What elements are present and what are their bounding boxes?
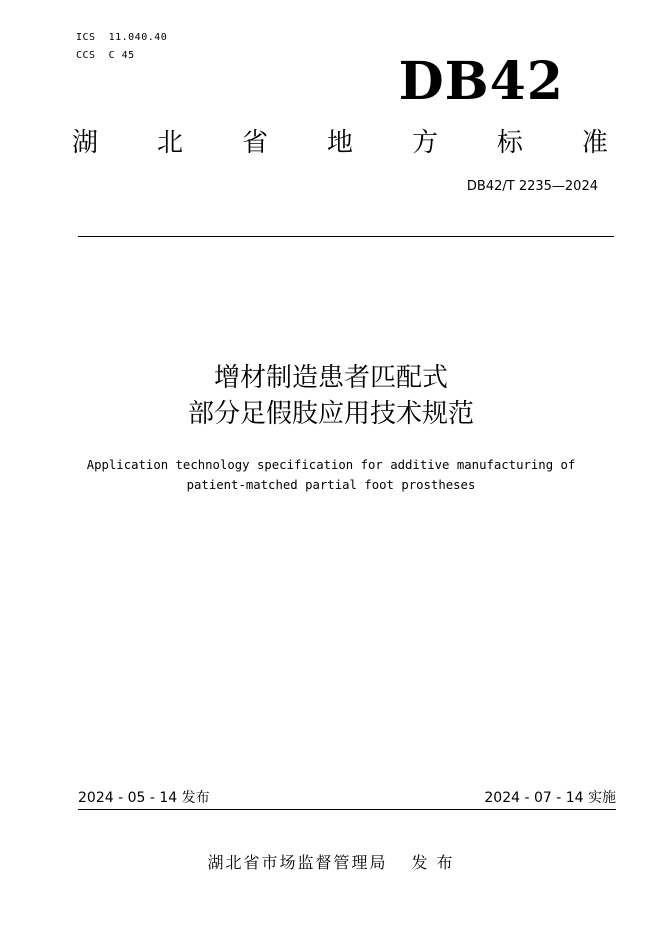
issuer-title [72,126,608,160]
issuer-char: 省 [241,128,268,158]
title-chinese-line-1: 增材制造患者匹配式 [213,363,448,393]
title-english-line-2: patient-matched partial foot prostheses [186,478,476,492]
publisher-name: 湖北省市场监督管理局 [207,853,388,872]
ccs-code: CCS C 45 [76,50,135,61]
issuer-char: 标 [496,128,523,158]
ics-code: ICS 11.040.40 [76,32,168,43]
effective-date: 2024 - 07 - 14 实施 [484,790,616,806]
issuer-char: 地 [326,128,353,158]
title-english-line-1: Application technology specification for additive manufacturing of [86,458,576,472]
publisher-line [0,852,662,874]
issuer-char: 湖 [72,128,99,158]
issuer-char: 方 [411,128,438,158]
standard-number: DB42/T 2235—2024 [466,179,598,194]
issuer-char: 北 [156,128,183,158]
bottom-divider [78,809,616,810]
issuer-char: 准 [581,128,608,158]
top-divider [78,236,614,237]
standard-mark: DB42 [398,51,564,112]
title-chinese-line-2: 部分足假肢应用技术规范 [187,399,474,429]
publish-date: 2024 - 05 - 14 发布 [78,790,210,806]
publish-label: 发 布 [411,853,455,872]
